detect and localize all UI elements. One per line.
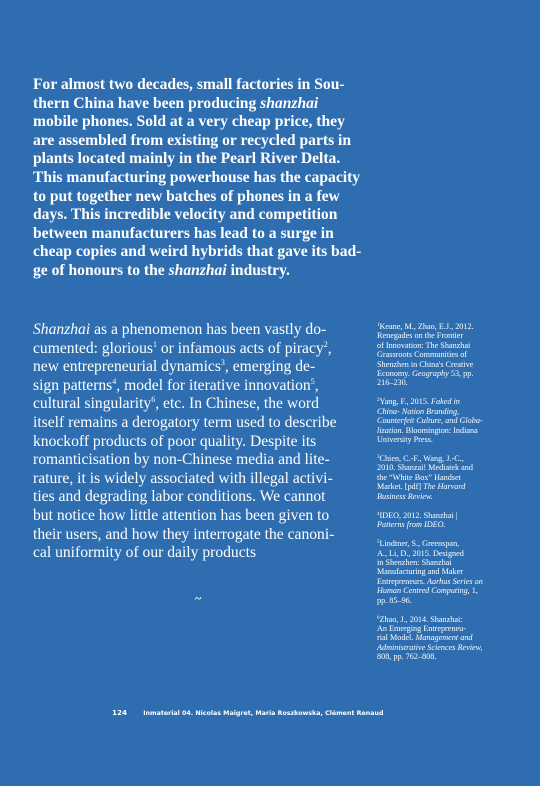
text-line <box>33 340 361 359</box>
text-line <box>33 243 361 262</box>
text-run: are assembled from existing or recycled parts in <box>33 131 352 149</box>
footer-credit: Inmaterial 04. Nicolas Maigret, Maria Roszkowska, Clément Renaud <box>143 710 384 717</box>
footnote-line <box>377 492 497 501</box>
text-run: rature, it is widely associated with illegal activi- <box>33 469 333 487</box>
page-number: 124 <box>112 708 128 717</box>
text-line <box>33 377 361 396</box>
text-run: industry. <box>226 261 290 279</box>
footnote-line <box>377 482 497 491</box>
italic-text: Aarhus Series on <box>427 576 483 586</box>
footnote-line <box>377 463 497 472</box>
footnote-ref: 5 <box>310 376 315 386</box>
footnote-ref: 1 <box>377 323 380 328</box>
footnote-line <box>377 596 497 605</box>
italic-text: Administrative Sciences Review, <box>377 642 483 652</box>
text-line <box>33 358 361 377</box>
footnote-line <box>377 407 497 416</box>
text-line <box>33 206 361 225</box>
ornament-tilde: ~ <box>195 591 202 605</box>
footnote-ref: 2 <box>323 339 328 349</box>
italic-text: shanzhai <box>168 261 227 279</box>
text-run: cheap copies and weird hybrids that gave its bad- <box>33 243 362 261</box>
text-run: Manufacturing and Maker <box>377 567 463 577</box>
text-line <box>33 113 361 132</box>
italic-text: Management and <box>415 633 473 643</box>
text-run: Market. [pdf] <box>377 482 424 492</box>
footnote-line <box>377 378 497 387</box>
text-run: sign patterns <box>33 376 113 394</box>
footnote <box>377 511 497 530</box>
footnote-ref: 5 <box>377 540 380 546</box>
text-run: pp. 85–96. <box>377 595 412 605</box>
footnote-line <box>377 633 497 642</box>
text-run: , model for iterative innovation <box>116 376 311 394</box>
italic-text: Patterns from IDEO. <box>377 520 446 530</box>
text-run: Entrepreneurs. <box>377 576 428 586</box>
text-run: thern China have been producing <box>33 94 261 112</box>
text-run: Zhao, J., 2014. Shanzhai: <box>379 614 463 624</box>
footnote-ref: 6 <box>377 615 380 621</box>
italic-text: shanzhai <box>260 94 319 112</box>
text-line <box>33 526 361 545</box>
text-line <box>33 262 361 281</box>
text-run: in Shenzhen: Shanzhai <box>377 557 452 567</box>
text-run: Shenzhen in China's Creative <box>377 359 474 369</box>
footnote-line <box>377 624 497 633</box>
text-run: but notice how little attention has been given to <box>33 506 330 524</box>
footnote <box>377 397 497 444</box>
text-run: Grassroots Communities of <box>377 350 468 360</box>
italic-text: lization <box>377 425 402 435</box>
text-line <box>33 225 361 244</box>
text-run: IDEO, 2012. Shanzhai | <box>379 510 458 520</box>
text-run: knockoff products of poor quality. Despite its <box>33 432 317 450</box>
footnote <box>377 539 497 605</box>
italic-text: Shanzhai <box>33 321 91 338</box>
text-line <box>33 76 361 95</box>
text-line <box>33 470 361 489</box>
footnote-line <box>377 511 497 520</box>
footnote-line <box>377 341 497 350</box>
footnotes <box>377 322 497 671</box>
text-run: Keane, M., Zhao, E.J., 2012. <box>379 322 474 331</box>
text-line <box>33 544 361 563</box>
text-line <box>33 451 361 470</box>
text-line <box>33 395 361 414</box>
text-run: ge of honours to the <box>33 261 169 279</box>
footnote-line <box>377 652 497 661</box>
text-run: to put together new batches of phones in a few <box>33 187 340 205</box>
footnote-ref: 3 <box>220 358 225 368</box>
text-run: cal uniformity of our daily products <box>33 544 257 562</box>
page-margin-bottom <box>0 786 547 792</box>
footnote-line <box>377 643 497 652</box>
text-run: 216–230. <box>377 378 408 388</box>
footnote-line <box>377 586 497 595</box>
text-run: An Emerging Entrepreneu- <box>377 623 466 633</box>
text-run: Renegades on the Frontier <box>377 331 464 341</box>
italic-text: Geography <box>411 369 449 379</box>
page-footer <box>112 708 383 717</box>
text-line <box>33 321 361 340</box>
footnote-line <box>377 331 497 340</box>
text-run: cumented: glorious <box>33 339 153 357</box>
text-run: as a phenomenon has been vastly do- <box>90 321 327 338</box>
footnote-ref: 4 <box>377 511 380 517</box>
footnote-ref: 6 <box>151 395 156 405</box>
footnote <box>377 454 497 501</box>
text-run: 53, pp. <box>448 369 474 379</box>
footnote-ref: 2 <box>377 398 380 404</box>
text-run: or infamous acts of piracy <box>156 339 324 357</box>
body-paragraph <box>33 321 361 563</box>
text-run: , <box>314 376 319 394</box>
footnote-line <box>377 426 497 435</box>
text-run: itself remains a derogatory term used to describe <box>33 413 337 431</box>
text-line <box>33 414 361 433</box>
text-run: of Innovation: The Shanzhai <box>377 340 471 350</box>
footnote-line <box>377 350 497 359</box>
text-line <box>33 433 361 452</box>
footnote-ref: 4 <box>112 376 117 386</box>
text-run: romanticisation by non-Chinese media and lite- <box>33 451 330 469</box>
footnote-ref: 1 <box>152 339 157 349</box>
text-run: between manufacturers has lead to a surge in <box>33 224 334 242</box>
footnote-line <box>377 549 497 558</box>
footnote-line <box>377 577 497 586</box>
text-line <box>33 95 361 114</box>
footnote-line <box>377 322 497 331</box>
footnote <box>377 615 497 662</box>
text-run: days. This incredible velocity and competition <box>33 206 338 224</box>
footnote-line <box>377 473 497 482</box>
footnote-line <box>377 567 497 576</box>
text-run: , <box>327 339 332 357</box>
text-run: A., Li, D., 2015. Designed <box>377 548 464 558</box>
footnote-ref: 3 <box>377 455 380 461</box>
text-run: Lindtner, S., Greenspan, <box>379 539 460 549</box>
footnote <box>377 322 497 388</box>
text-line <box>33 507 361 526</box>
footnote-line <box>377 416 497 425</box>
text-run: their users, and how they interrogate the canoni- <box>33 525 335 543</box>
text-run: . Bloomington: Indiana <box>401 425 478 435</box>
footnote-line <box>377 369 497 378</box>
italic-text: Business Review. <box>377 491 433 501</box>
footnote-line <box>377 454 497 463</box>
italic-text: Counterfeit Culture, and Globa- <box>377 416 483 426</box>
footnote-line <box>377 520 497 529</box>
text-run: ties and degrading labor conditions. We cannot <box>33 488 326 506</box>
footnote-line <box>377 539 497 548</box>
text-run: , 1, <box>467 586 478 596</box>
page-margin-right <box>540 0 547 792</box>
text-run: University Press. <box>377 435 433 445</box>
text-line <box>33 169 361 188</box>
text-run: cultural singularity <box>33 395 152 413</box>
text-run: 808, pp. 762–808. <box>377 652 437 662</box>
text-line <box>33 150 361 169</box>
text-run: This manufacturing powerhouse has the capacity <box>33 168 361 186</box>
italic-text: Faked in <box>431 397 460 407</box>
text-line <box>33 188 361 207</box>
italic-text: Human Centred Computing <box>377 586 468 596</box>
text-run: For almost two decades, small factories in Sou- <box>33 76 345 93</box>
footnote-line <box>377 615 497 624</box>
text-run: , emerging de- <box>224 358 316 376</box>
footnote-line <box>377 397 497 406</box>
text-run: mobile phones. Sold at a very cheap price, they <box>33 113 345 131</box>
text-run: the “White Box” Handset <box>377 472 461 482</box>
footnote-line <box>377 435 497 444</box>
text-run: new entrepreneurial dynamics <box>33 358 221 376</box>
italic-text: China- Nation Branding, <box>377 406 460 416</box>
text-run: rial Model. <box>377 633 416 643</box>
italic-text: The Harvard <box>423 482 466 492</box>
footnote-line <box>377 558 497 567</box>
text-run: Economy. <box>377 369 412 379</box>
text-line <box>33 132 361 151</box>
text-run: plants located mainly in the Pearl River Delta. <box>33 150 341 168</box>
text-line <box>33 488 361 507</box>
text-run: , etc. In Chinese, the word <box>155 395 319 413</box>
text-run: 2010. Shanzai! Mediatek and <box>377 463 473 473</box>
footnote-line <box>377 360 497 369</box>
text-run: Yang, F., 2015. <box>379 397 432 407</box>
intro-paragraph <box>33 76 361 281</box>
text-run: Chien, C.-F., Wang, J.-C., <box>379 454 464 464</box>
